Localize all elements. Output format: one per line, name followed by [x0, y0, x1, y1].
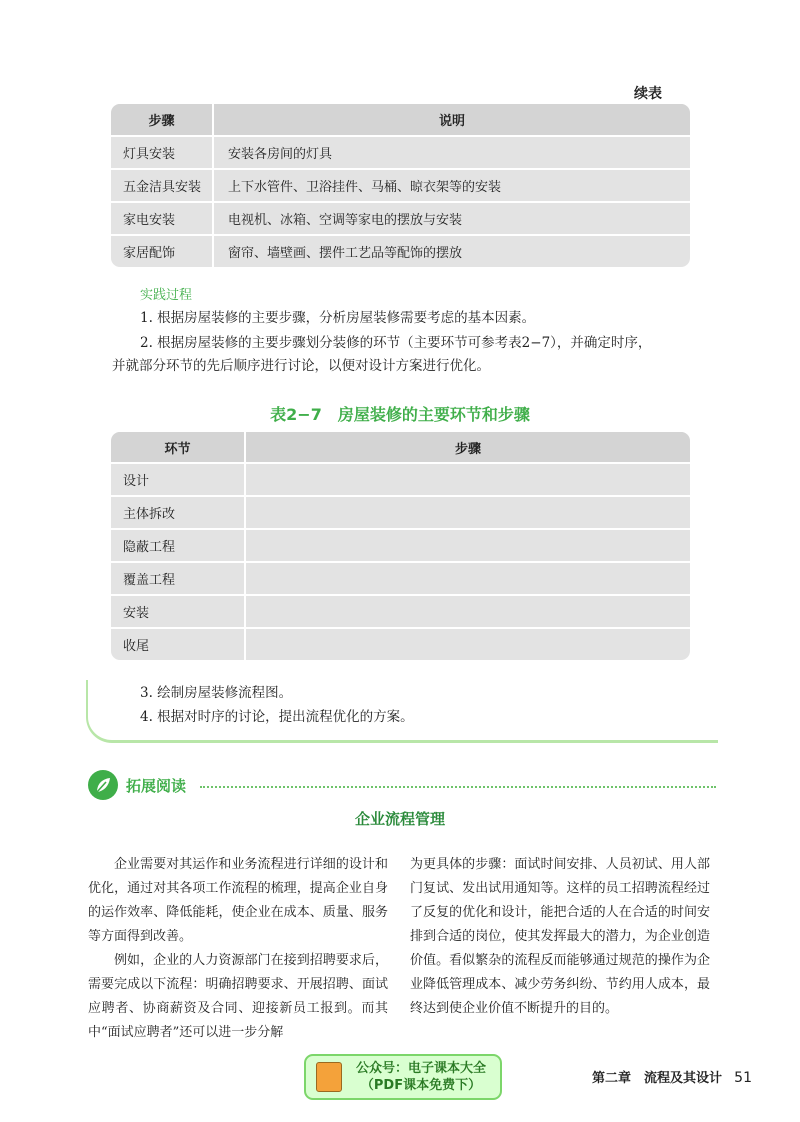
practice-heading: 实践过程 [140, 288, 193, 303]
table-row [111, 594, 690, 627]
table-row [111, 135, 690, 168]
table-header-row [111, 104, 690, 135]
table-cell: 主体拆改 [111, 497, 246, 528]
steps-table-continued [111, 104, 690, 267]
table-cell: 家居配饰 [111, 236, 214, 267]
table-cell: 电视机、冰箱、空调等家电的摆放与安装 [228, 213, 463, 228]
table-cell: 五金洁具安装 [111, 170, 214, 201]
table-cell-empty [246, 596, 690, 627]
table-row [111, 528, 690, 561]
table-cell: 窗帘、墙壁画、摆件工艺品等配饰的摆放 [228, 246, 463, 261]
table-cell: 设计 [111, 464, 246, 495]
article-paragraph: 例如，企业的人力资源部门在接到招聘要求后，需要完成以下流程：明确招聘要求、开展招聘、面试应聘者、协商薪资及合同、迎接新员工报到。而其中“面试应聘者”还可以进一步分解 [88, 953, 388, 1040]
table-row [111, 462, 690, 495]
watermark-badge [304, 1054, 502, 1100]
table-row [111, 201, 690, 234]
table-row [111, 495, 690, 528]
table-cell: 覆盖工程 [111, 563, 246, 594]
header-cell: 说明 [438, 114, 465, 129]
practice-item-3: 3. 绘制房屋装修流程图。 [140, 685, 293, 701]
table-cell-empty [246, 563, 690, 594]
table-row [111, 168, 690, 201]
practice-item-2-line-2: 并就部分环节的先后顺序进行讨论，以便对设计方案进行优化。 [112, 358, 490, 374]
table-cell-empty [246, 464, 690, 495]
dotted-divider [200, 786, 716, 788]
header-cell: 步骤 [111, 104, 214, 135]
watermark-line-2: （PDF课本免费下） [360, 1078, 482, 1093]
practice-item-1: 1. 根据房屋装修的主要步骤，分析房屋装修需要考虑的基本因素。 [140, 310, 536, 326]
reading-leaf-icon [88, 770, 118, 800]
table-cell: 上下水管件、卫浴挂件、马桶、晾衣架等的安装 [228, 180, 502, 195]
table-cell: 安装 [111, 596, 246, 627]
table-header-row [111, 432, 690, 462]
table-cell: 收尾 [111, 629, 246, 660]
table-cell: 隐蔽工程 [111, 530, 246, 561]
table-row [111, 627, 690, 660]
table-cell-empty [246, 497, 690, 528]
table-title: 表2−7 房屋装修的主要环节和步骤 [270, 405, 530, 424]
table-row [111, 561, 690, 594]
article-paragraph: 为更具体的步骤：面试时间安排、人员初试、用人部门复试、发出试用通知等。这样的员工招聘流程经过了反复的优化和设计，能把合适的人在合适的时间安排到合适的岗位，使其发挥最大的潜力，为企业创造价值。看似繁杂的流程反而能够通过规范的操作为企业降低管理成本、减少劳务纠纷、节约用人成本，最终达到使企业价值不断提升的目的。 [410, 857, 710, 1016]
header-cell: 环节 [111, 432, 246, 462]
table-cell: 家电安装 [111, 203, 214, 234]
article-right-column [410, 853, 710, 1021]
chapter-title: 第二章 流程及其设计 [592, 1071, 723, 1086]
header-cell: 步骤 [454, 441, 481, 457]
practice-item-4: 4. 根据对时序的讨论，提出流程优化的方案。 [140, 709, 414, 725]
table-row [111, 234, 690, 267]
table-cell: 安装各房间的灯具 [228, 147, 333, 162]
watermark-line-1: 公众号：电子课本大全 [355, 1061, 486, 1076]
practice-item-2-line-1: 2. 根据房屋装修的主要步骤划分装修的环节（主要环节可参考表2−7），并确定时序， [140, 335, 652, 351]
table-cell-empty [246, 629, 690, 660]
book-icon [316, 1062, 342, 1092]
page-footer [592, 1067, 752, 1086]
renovation-stages-table [111, 432, 690, 660]
page-number: 51 [734, 1070, 752, 1086]
article-title: 企业流程管理 [354, 810, 445, 828]
table-cell: 灯具安装 [111, 137, 214, 168]
article-paragraph: 企业需要对其运作和业务流程进行详细的设计和优化，通过对其各项工作流程的梳理，提高企业自身的运作效率、降低能耗，使企业在成本、质量、服务等方面得到改善。 [88, 857, 388, 944]
article-left-column [88, 853, 388, 1045]
extension-reading-label: 拓展阅读 [126, 777, 187, 795]
watermark-text [342, 1060, 500, 1094]
continued-label: 续表 [634, 86, 662, 102]
table-cell-empty [246, 530, 690, 561]
